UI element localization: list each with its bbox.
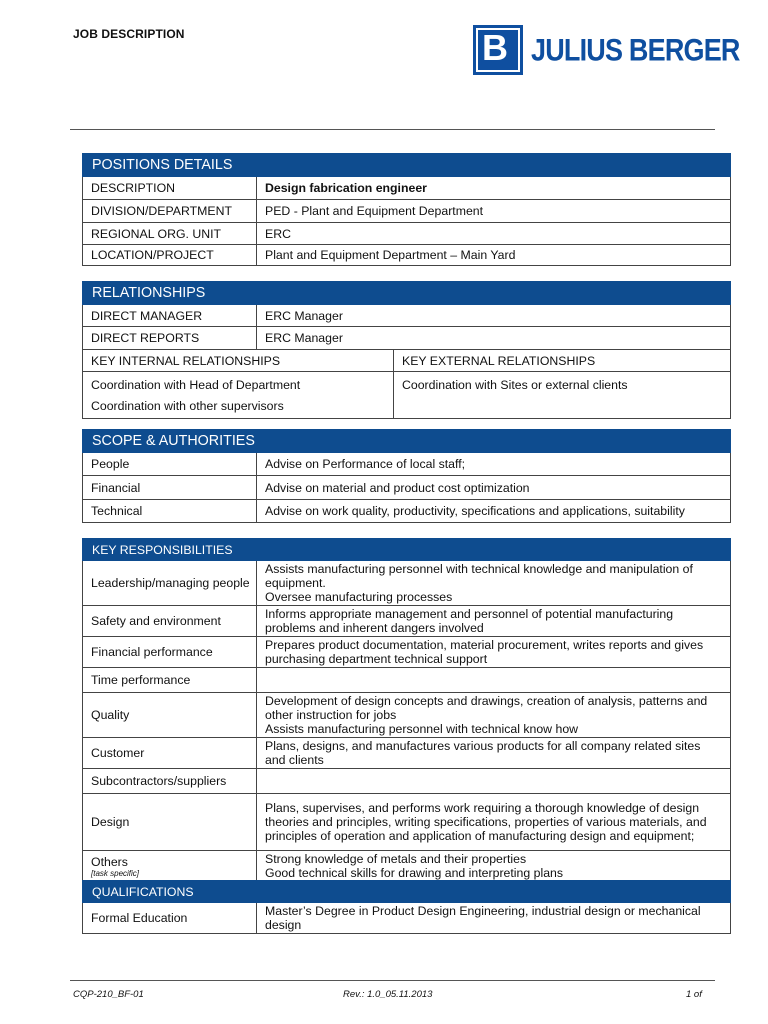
division-label: DIVISION/DEPARTMENT: [83, 200, 257, 223]
responsibility-label: Financial performance: [83, 637, 257, 668]
responsibility-line: Oversee manufacturing processes: [265, 590, 453, 604]
description-value: Design fabrication engineer: [257, 177, 731, 200]
scope-people-label: People: [83, 453, 257, 476]
logo-mark: [473, 25, 523, 75]
description-label: DESCRIPTION: [83, 177, 257, 200]
responsibility-label: Subcontractors/suppliers: [83, 769, 257, 794]
responsibility-line: Development of design concepts and drawings, creation of analysis, patterns and other instruction for jobs: [265, 694, 708, 722]
responsibility-label: Time performance: [83, 668, 257, 693]
external-relationships-list: [394, 372, 731, 419]
location-label: LOCATION/PROJECT: [83, 245, 257, 266]
header-divider: [70, 129, 715, 130]
internal-relationship-item: Coordination with Head of Department: [91, 378, 301, 392]
responsibility-line: Assists manufacturing personnel with technical knowledge and manipulation of equipment.: [265, 562, 693, 590]
scope-technical-label: Technical: [83, 500, 257, 523]
qualifications-table: [82, 880, 731, 934]
responsibility-line: Plans, supervises, and performs work requiring a thorough knowledge of design theories and principles, writing specifications, properties of various materials, and principles of operation and application of manufacturing design and equipment;: [265, 801, 707, 843]
qualifications-heading: QUALIFICATIONS: [83, 881, 731, 903]
scope-financial-label: Financial: [83, 476, 257, 500]
direct-reports-value: ERC Manager: [257, 327, 731, 350]
responsibility-others-cell: [83, 851, 257, 882]
external-relationships-header: KEY EXTERNAL RELATIONSHIPS: [394, 350, 731, 372]
formal-education-value: Master’s Degree in Product Design Engineering, industrial design or mechanical design: [257, 903, 731, 934]
responsibility-line: Good technical skills for drawing and interpreting plans: [265, 866, 564, 880]
responsibility-value: [257, 561, 731, 606]
responsibility-label: Leadership/managing people: [83, 561, 257, 606]
responsibility-value: [257, 637, 731, 668]
regional-unit-label: REGIONAL ORG. UNIT: [83, 223, 257, 245]
footer-page-number: 1 of: [686, 989, 702, 1000]
responsibility-value: [257, 851, 731, 882]
responsibility-value: [257, 794, 731, 851]
responsibility-label: Quality: [83, 693, 257, 738]
formal-education-label: Formal Education: [83, 903, 257, 934]
direct-manager-value: ERC Manager: [257, 305, 731, 327]
footer-document-code: CQP-210_BF-01: [73, 989, 144, 1000]
responsibility-value: [257, 693, 731, 738]
key-responsibilities-heading: KEY RESPONSIBILITIES: [83, 539, 731, 561]
direct-manager-label: DIRECT MANAGER: [83, 305, 257, 327]
relationships-table: [82, 281, 731, 419]
scope-authorities-table: [82, 429, 731, 523]
document-title: JOB DESCRIPTION: [73, 27, 185, 41]
direct-reports-label: DIRECT REPORTS: [83, 327, 257, 350]
external-relationship-item: Coordination with Sites or external clients: [402, 378, 628, 392]
responsibility-value: [257, 738, 731, 769]
responsibility-value: [257, 769, 731, 794]
responsibility-line: Informs appropriate management and personnel of potential manufacturing problems and inherent dangers involved: [265, 607, 674, 635]
responsibility-line: Assists manufacturing personnel with technical know how: [265, 722, 579, 736]
logo-letter: B: [482, 27, 508, 68]
internal-relationship-item: Coordination with other supervisors: [91, 399, 284, 413]
company-logo: [473, 25, 740, 75]
relationships-heading: RELATIONSHIPS: [83, 282, 731, 305]
responsibility-line: Strong knowledge of metals and their properties: [265, 852, 527, 866]
internal-relationships-list: [83, 372, 394, 419]
task-specific-note: [task specific]: [91, 868, 140, 878]
responsibility-line: Plans, designs, and manufactures various products for all company related sites and clients: [265, 739, 701, 767]
scope-financial-value: Advise on material and product cost optimization: [257, 476, 731, 500]
responsibility-value: [257, 606, 731, 637]
logo-wordmark: JULIUS BERGER: [531, 32, 740, 68]
location-value: Plant and Equipment Department – Main Yard: [257, 245, 731, 266]
scope-authorities-heading: SCOPE & AUTHORITIES: [83, 430, 731, 453]
positions-details-table: [82, 153, 731, 266]
responsibility-label: Customer: [83, 738, 257, 769]
key-responsibilities-table: [82, 538, 731, 882]
positions-details-heading: POSITIONS DETAILS: [83, 154, 731, 177]
scope-technical-value: Advise on work quality, productivity, specifications and applications, suitability: [257, 500, 731, 523]
division-value: PED - Plant and Equipment Department: [257, 200, 731, 223]
responsibility-label: Others: [91, 854, 128, 869]
responsibility-label: Safety and environment: [83, 606, 257, 637]
responsibility-line: Prepares product documentation, material procurement, writes reports and gives purchasing department technical support: [265, 638, 704, 666]
footer-divider: [70, 980, 715, 981]
regional-unit-value: ERC: [257, 223, 731, 245]
responsibility-label: Design: [83, 794, 257, 851]
responsibility-value: [257, 668, 731, 693]
scope-people-value: Advise on Performance of local staff;: [257, 453, 731, 476]
internal-relationships-header: KEY INTERNAL RELATIONSHIPS: [83, 350, 394, 372]
footer-revision: Rev.: 1.0_05.11.2013: [343, 989, 433, 1000]
